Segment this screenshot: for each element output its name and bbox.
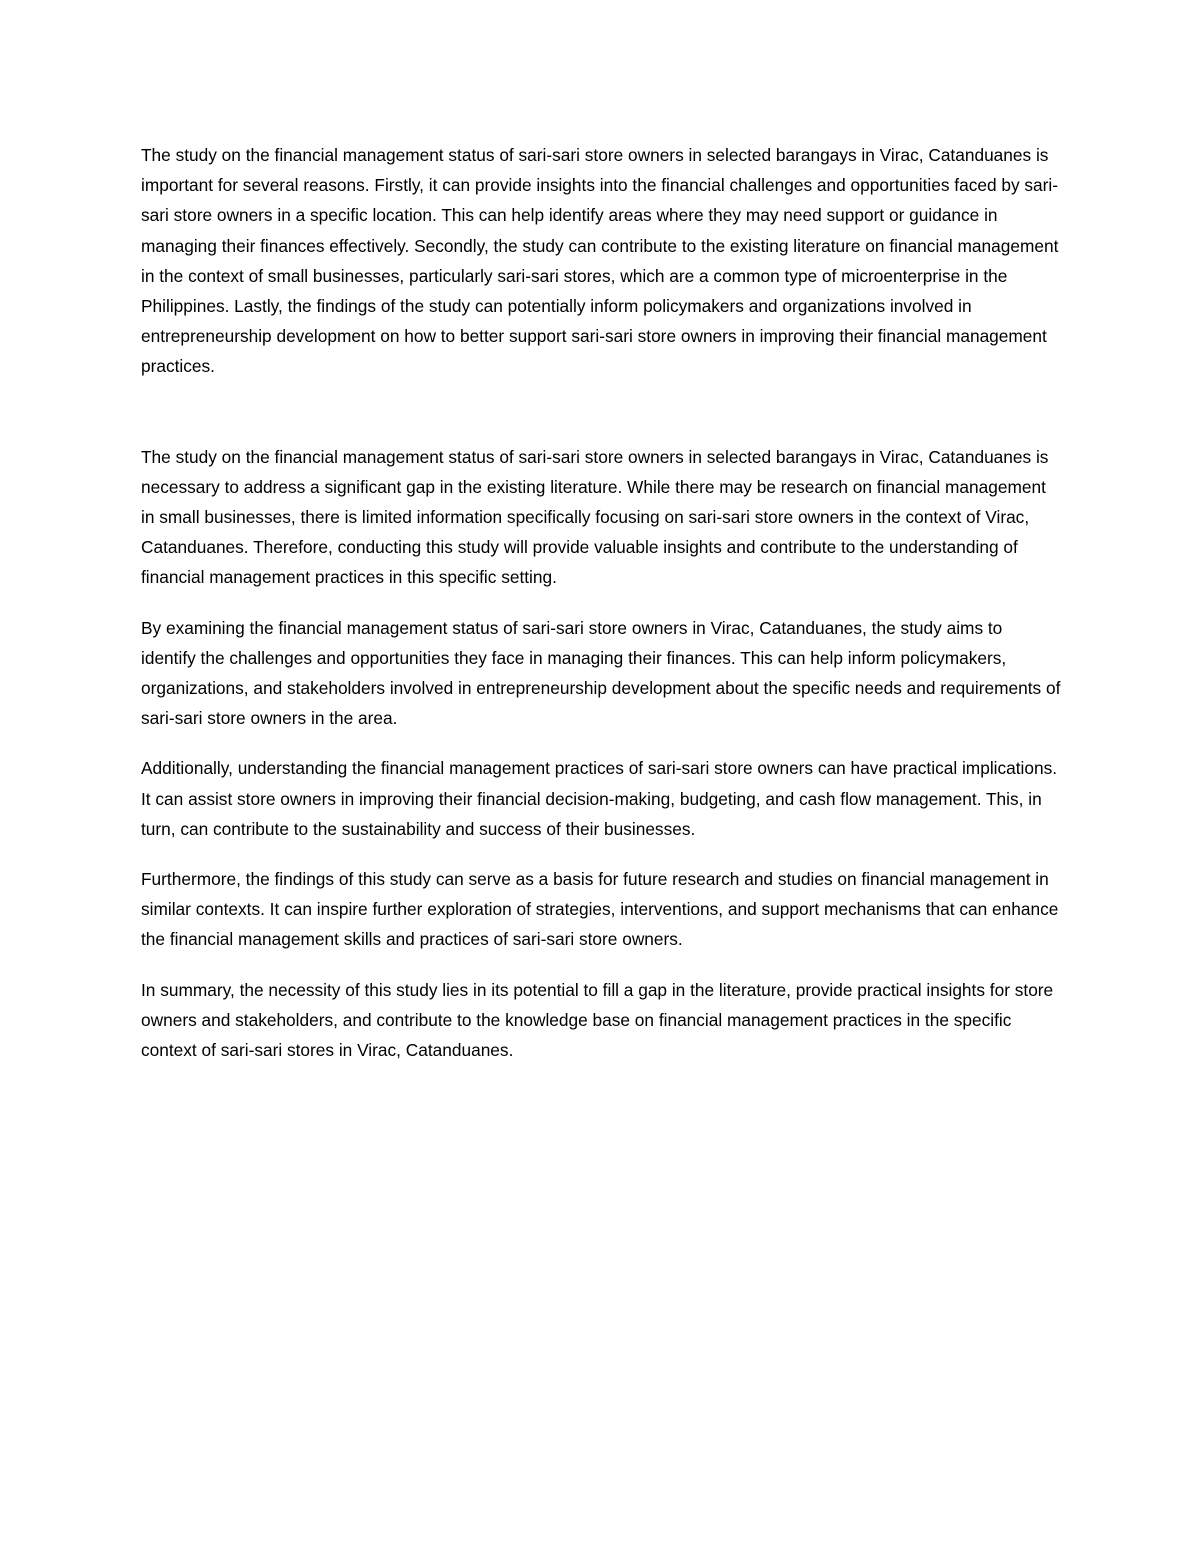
paragraph-importance: The study on the financial management status of sari-sari store owners in selected barangays in Virac, Catanduanes is important for several reasons. Firstly, it can provide insights into the financial challenges and opportunities faced by sari-sari store owners in a specific location. This can help identify areas where they may need support or guidance in managing their finances effectively. Secondly, the study can contribute to the existing literature on financial management in the context of small businesses, particularly sari-sari stores, which are a common type of microenterprise in the Philippines. Lastly, the findings of the study can potentially inform policymakers and organizations involved in entrepreneurship development on how to better support sari-sari store owners in improving their financial management practices. xyxy=(141,145,1059,377)
paragraph-furthermore: Furthermore, the findings of this study can serve as a basis for future research and studies on financial management in similar contexts. It can inspire further exploration of strategies, interventions, and support mechanisms that can enhance the financial management skills and practices of sari-sari store owners. xyxy=(141,869,1059,950)
paragraph-examining: By examining the financial management status of sari-sari store owners in Virac, Catanduanes, the study aims to identify the challenges and opportunities they face in managing their finances. This can help inform policymakers, organizations, and stakeholders involved in entrepreneurship development about the specific needs and requirements of sari-sari store owners in the area. xyxy=(141,617,1061,729)
paragraph-additionally: Additionally, understanding the financial management practices of sari-sari store owners can have practical implications. It can assist store owners in improving their financial decision-making, budgeting, and cash flow management. This, in turn, can contribute to the sustainability and success of their businesses. xyxy=(141,758,1058,839)
paragraph-necessity: The study on the financial management status of sari-sari store owners in selected barangays in Virac, Catanduanes is necessary to address a significant gap in the existing literature. While there may be research on financial management in small businesses, there is limited information specifically focusing on sari-sari store owners in the context of Virac, Catanduanes. Therefore, conducting this study will provide valuable insights and contribute to the understanding of financial management practices in this specific setting. xyxy=(141,446,1049,588)
document-body xyxy=(141,140,1061,1065)
paragraph-summary: In summary, the necessity of this study lies in its potential to fill a gap in the literature, provide practical insights for store owners and stakeholders, and contribute to the knowledge base on financial management practices in the specific context of sari-sari stores in Virac, Catanduanes. xyxy=(141,979,1054,1061)
